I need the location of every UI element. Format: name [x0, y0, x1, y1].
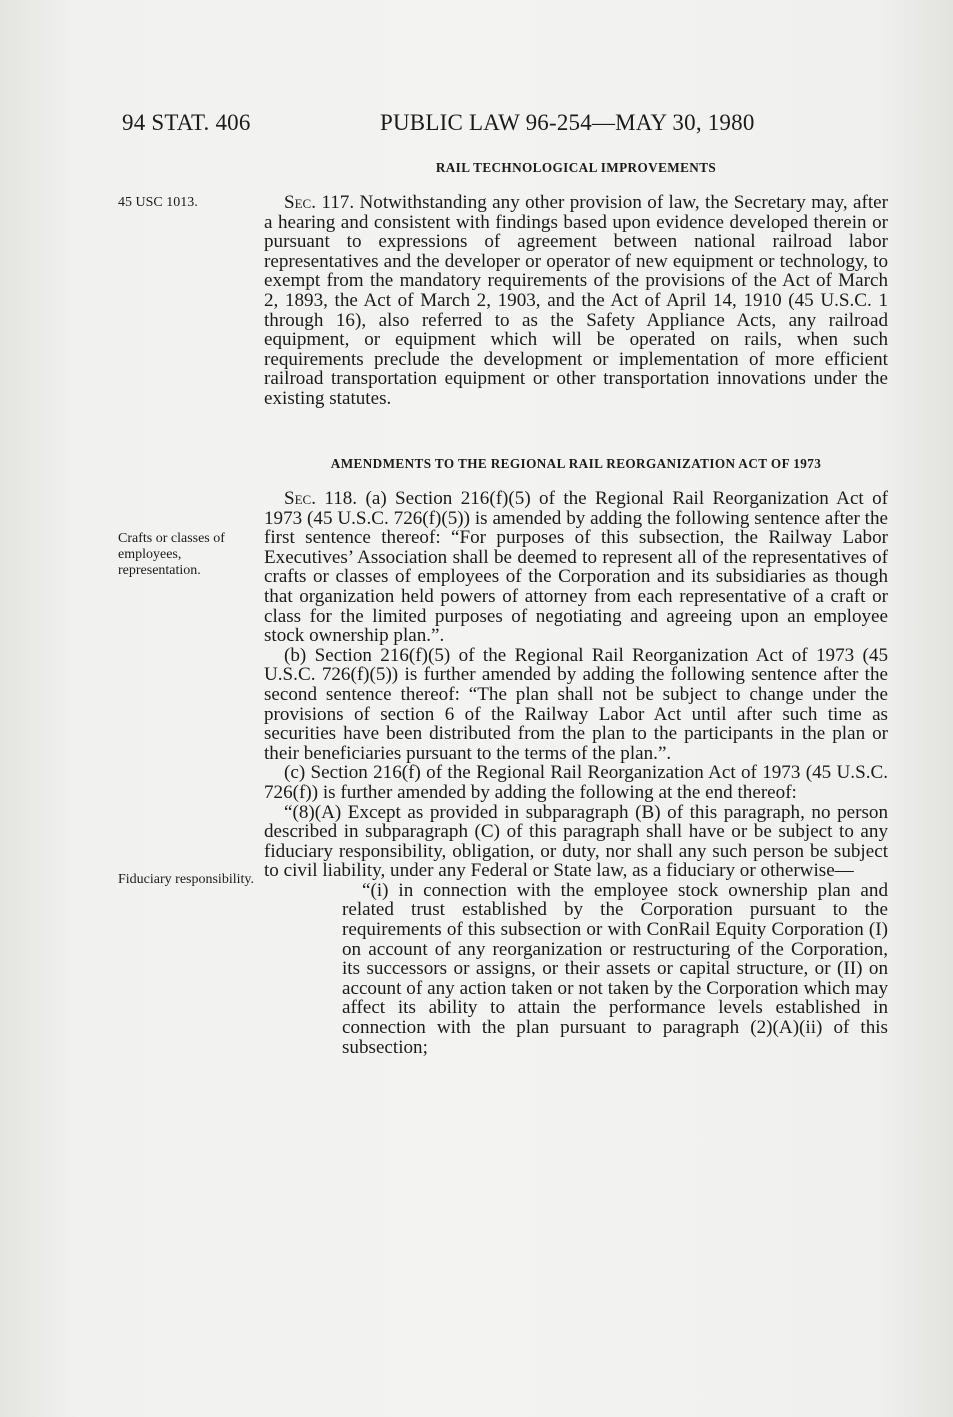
- margin-note-fiduciary: Fiduciary responsibility.: [118, 872, 254, 887]
- section-118-para-a: (a) Section 216(f)(5) of the Regional Rail Reorganization Act of 1973 (45 U.S.C. 726(f)(5)) is amended by adding the following sentence after the first sentence thereof: “For purposes of this subsection, the Railway Labor Executives’ Association shall be deemed to represent all of the representatives of crafts or classes of employees of the Corporation and its subsidiaries as though that organization held powers of attorney from each representative of a craft or class for the limited purposes of negotiating and agreeing upon an employee stock ownership plan.”.: [264, 488, 889, 647]
- section-118-para-c: (c) Section 216(f) of the Regional Rail Reorganization Act of 1973 (45 U.S.C. 726(f)) is further amended by adding the following at the end thereof:: [264, 762, 888, 803]
- margin-note-usc: 45 USC 1013.: [118, 195, 198, 210]
- section-118-heading: AMENDMENTS TO THE REGIONAL RAIL REORGANIZATION ACT OF 1973: [330, 456, 822, 471]
- section-118-para-b: (b) Section 216(f)(5) of the Regional Rail Reorganization Act of 1973 (45 U.S.C. 726(f)(5)) is further amended by adding the following sentence after the second sentence thereof: “The plan shall not be subject to change under the provisions of section 6 of the Railway Labor Act until after such time as securities have been distributed from the plan to the participants in the plan or their beneficiaries pursuant to the terms of the plan.”.: [264, 644, 888, 764]
- section-118-body: [264, 489, 888, 1057]
- page-title: PUBLIC LAW 96-254—MAY 30, 1980: [380, 110, 755, 135]
- section-118-label: Sec. 118.: [284, 488, 358, 509]
- subparagraph-8a: “(8)(A) Except as provided in subparagraph (B) of this paragraph, no person described in subparagraph (C) of this paragraph shall have or be subject to any fiduciary responsibility, obligation, or duty, nor shall any such person be subject to civil liability, under any Federal or State law, as a fiduciary or otherwise—: [264, 801, 888, 882]
- section-117-heading: RAIL TECHNOLOGICAL IMPROVEMENTS: [435, 160, 717, 175]
- section-117-text: Notwithstanding any other provision of law, the Secretary may, after a hearing and consistent with findings based upon evidence developed therein or pursuant to expressions of agreement between national railroad labor representatives and the developer or operator of new equipment or technology, to exempt from the mandatory requirements of the provisions of the Act of March 2, 1893, the Act of March 2, 1903, and the Act of April 14, 1910 (45 U.S.C. 1 through 16), also referred to as the Safety Appliance Acts, any railroad equipment, or equipment which will be operated on rails, when such requirements preclude the development or implementation of more efficient railroad transportation equipment or other transportation innovations under the existing statutes.: [264, 192, 889, 409]
- stat-reference: 94 STAT. 406: [122, 110, 251, 135]
- clause-i: “(i) in connection with the employee stock ownership plan and related trust established by the Corporation pursuant to the requirements of this subsection or with ConRail Equity Corporation (I) on account of any reorganization or restructuring of the Corporation, its successors or assigns, or their assets or capital structure, or (II) on account of any action taken or not taken by the Corporation which may affect its ability to attain the performance levels established in connection with the plan pursuant to paragraph (2)(A)(ii) of this subsection;: [342, 879, 888, 1058]
- section-117-body: [264, 193, 888, 409]
- section-117-label: Sec. 117.: [284, 192, 355, 213]
- margin-note-crafts: Crafts or classes of employees, representation.: [118, 531, 225, 578]
